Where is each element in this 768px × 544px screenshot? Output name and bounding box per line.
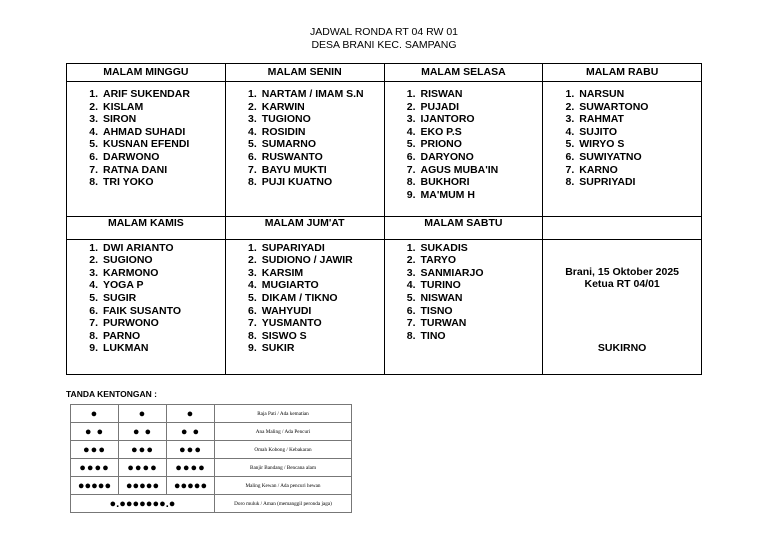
name-list-item [67,242,225,255]
name-list-item [385,88,543,101]
schedule-table [66,63,702,375]
member-name: ARIF SUKENDAR [103,87,190,100]
list-number: 4. [406,279,416,292]
list-number: 6. [406,150,416,163]
list-number: 1. [565,87,575,100]
member-name: MA'MUM H [420,188,475,201]
list-number: 6. [565,150,575,163]
name-list-item [226,330,384,343]
member-name: DARYONO [420,150,474,163]
list-number: 5. [89,291,98,304]
member-name: NARTAM / IMAM S.N [261,87,364,100]
signal-meaning: Doro muluk / Aman (memanggil peronda jaga) [215,495,352,513]
signal-pattern: ●●●● [71,459,119,477]
member-name: SUPARIYADI [261,241,325,254]
list-number: 5. [406,138,416,151]
list-number: 6. [406,304,416,317]
signal-meaning: Banjir Bandang / Bencana alam [215,459,352,477]
list-number: 2. [565,100,575,113]
list-number: 9. [89,342,98,355]
signal-pattern: ●●●● [119,459,167,477]
member-name: SUKIR [261,342,295,355]
list-number: 8. [565,176,575,189]
list-number: 1. [89,87,98,100]
name-list-item [226,113,384,126]
name-list-item [226,101,384,114]
member-name: IJANTORO [420,113,475,126]
name-list-item [67,330,225,343]
member-name: NARSUN [579,87,625,100]
signal-meaning: Ana Maling / Ada Pencuri [215,423,352,441]
list-number: 4. [247,125,257,138]
list-number: 6. [247,150,257,163]
member-name: SANMIARJO [420,266,484,279]
member-name: SUDIONO / JAWIR [261,254,353,267]
member-name: KARNO [579,163,618,176]
signal-pattern: ●●● [119,441,167,459]
list-number: 1. [406,241,416,254]
signal-pattern: ●●●●● [167,477,215,495]
name-list-item [385,242,543,255]
signature-role: Ketua RT 04/01 [584,278,660,291]
signature-name: SUKIRNO [597,341,647,354]
member-name: PURWONO [103,317,159,330]
list-number: 1. [89,241,98,254]
document-title: JADWAL RONDA RT 04 RW 01 [309,26,458,38]
name-list-item [67,317,225,330]
name-list-item [67,305,225,318]
list-number: 7. [89,163,98,176]
name-list-item [385,176,543,189]
name-list-item [385,317,543,330]
member-name: SISWO S [261,329,307,342]
member-name: RAHMAT [579,113,624,126]
signal-pattern: ● ● [71,423,119,441]
member-name: WIRYO S [579,138,625,151]
list-number: 4. [89,279,98,292]
member-name: AGUS MUBA'IN [420,163,499,176]
list-number: 4. [89,125,98,138]
list-number: 9. [247,342,257,355]
name-list-item [67,292,225,305]
name-list-item [385,189,543,202]
member-name: RUSWANTO [261,150,323,163]
list-number: 8. [247,329,257,342]
document-subtitle: DESA BRANI KEC. SAMPANG [311,39,457,51]
member-name: BUKHORI [420,176,470,189]
name-list-item [226,164,384,177]
name-list-item [385,164,543,177]
member-name: YUSMANTO [261,317,322,330]
name-list-item [543,164,701,177]
signal-pattern: ●●●●● [119,477,167,495]
member-name: NISWAN [420,291,463,304]
signature-block [543,239,702,374]
member-name: SUGIR [103,291,137,304]
name-list-item [385,305,543,318]
list-number: 3. [247,113,257,126]
name-list-item [543,138,701,151]
name-list-item [385,138,543,151]
signal-pattern: ●●●●● [71,477,119,495]
member-name: KARWIN [261,100,305,113]
signal-pattern: ● [71,405,119,423]
list-number: 7. [565,163,575,176]
kentongan-table [70,404,352,513]
day-header-rabu: MALAM RABU [543,64,702,82]
list-number: 4. [565,125,575,138]
name-list-item [543,113,701,126]
name-list-item [543,176,701,189]
list-number: 7. [406,163,416,176]
name-list-item [226,176,384,189]
name-list-item [226,126,384,139]
name-list-item [385,151,543,164]
name-list-item [67,151,225,164]
list-number: 6. [89,304,98,317]
list-number: 1. [406,87,416,100]
name-list-item [67,254,225,267]
member-name: RATNA DANI [103,163,168,176]
names-cell-minggu [67,81,226,216]
member-name: SUJITO [579,125,617,138]
name-list-item [543,88,701,101]
name-list-item [67,342,225,355]
member-name: PUJI KUATNO [261,176,333,189]
member-name: SUMARNO [261,138,316,151]
list-number: 3. [565,113,575,126]
list-number: 8. [247,176,257,189]
list-number: 6. [247,304,257,317]
list-number: 1. [247,87,257,100]
member-name: TURINO [420,279,461,292]
name-list-item [226,292,384,305]
signal-meaning: Maling Kewan / Ada pencuri hewan [215,477,352,495]
list-number: 2. [247,254,257,267]
member-name: TUGIONO [261,113,311,126]
member-name: SUWARTONO [579,100,649,113]
member-name: FAIK SUSANTO [103,304,181,317]
signal-pattern: ●●● [71,441,119,459]
member-name: SUPRIYADI [579,176,636,189]
list-number: 3. [89,266,98,279]
signal-meaning: Raja Pati / Ada kematian [215,405,352,423]
list-number: 7. [247,317,257,330]
member-name: TURWAN [420,317,467,330]
member-name: DIKAM / TIKNO [261,291,338,304]
member-name: SUKADIS [420,241,468,254]
list-number: 2. [406,100,416,113]
member-name: BAYU MUKTI [261,163,327,176]
day-header-sabtu: MALAM SABTU [384,217,543,239]
member-name: TISNO [420,304,453,317]
list-number: 8. [89,329,98,342]
signature-date: Brani, 15 Oktober 2025 [565,265,680,278]
member-name: DWI ARIANTO [103,241,174,254]
list-number: 5. [89,138,98,151]
member-name: KARMONO [103,266,159,279]
member-name: AHMAD SUHADI [103,125,186,138]
name-list-item [226,138,384,151]
signal-pattern: ● ● [119,423,167,441]
member-name: TARYO [420,254,457,267]
name-list-item [226,342,384,355]
name-list-item [226,305,384,318]
name-list-item [226,242,384,255]
member-name: PRIONO [420,138,462,151]
name-list-item [385,113,543,126]
kentongan-title: TANDA KENTONGAN : [66,389,157,399]
name-list-item [543,101,701,114]
names-cell-jumat [225,239,384,374]
name-list-item [385,292,543,305]
name-list-item [67,88,225,101]
signal-pattern: ● [119,405,167,423]
list-number: 7. [89,317,98,330]
list-number: 2. [406,254,416,267]
name-list-item [226,254,384,267]
list-number: 5. [247,138,257,151]
signal-pattern: ● ● [167,423,215,441]
day-header-jumat: MALAM JUM'AT [225,217,384,239]
member-name: DARWONO [103,150,160,163]
name-list-item [385,267,543,280]
names-cell-selasa [384,81,543,216]
name-list-item [67,101,225,114]
member-name: KISLAM [103,100,144,113]
member-name: TINO [420,329,446,342]
list-number: 3. [247,266,257,279]
names-cell-senin [225,81,384,216]
list-number: 3. [89,113,98,126]
name-list-item [67,113,225,126]
list-number: 7. [247,163,257,176]
name-list-item [543,126,701,139]
member-name: SIRON [103,113,137,126]
name-list-item [67,176,225,189]
member-name: SUWIYATNO [579,150,642,163]
signal-meaning: Omah Kobong / Kebakaran [215,441,352,459]
empty-header-cell [543,217,702,239]
list-number: 3. [406,113,416,126]
names-cell-sabtu [384,239,543,374]
list-number: 8. [406,329,416,342]
member-name: ROSIDIN [261,125,306,138]
day-header-senin: MALAM SENIN [225,64,384,82]
name-list-item [226,279,384,292]
name-list-item [385,126,543,139]
list-number: 3. [406,266,416,279]
member-name: KARSIM [261,266,304,279]
day-header-minggu: MALAM MINGGU [67,64,226,82]
list-number: 5. [406,291,416,304]
name-list-item [385,254,543,267]
list-number: 5. [247,291,257,304]
member-name: PARNO [103,329,141,342]
name-list-item [385,279,543,292]
names-cell-rabu [543,81,702,216]
name-list-item [67,267,225,280]
signal-pattern: ●.●●●●●●●.● [71,495,215,513]
list-number: 7. [406,317,416,330]
name-list-item [226,88,384,101]
member-name: KUSNAN EFENDI [103,138,190,151]
member-name: WAHYUDI [261,304,312,317]
member-name: MUGIARTO [261,279,319,292]
signal-pattern: ● [167,405,215,423]
list-number: 4. [247,279,257,292]
name-list-item [543,151,701,164]
list-number: 4. [406,125,416,138]
name-list-item [226,317,384,330]
signal-pattern: ●●●● [167,459,215,477]
day-header-selasa: MALAM SELASA [384,64,543,82]
member-name: PUJADI [420,100,460,113]
list-number: 6. [89,150,98,163]
name-list-item [67,279,225,292]
name-list-item [226,267,384,280]
member-name: TRI YOKO [103,176,154,189]
list-number: 9. [406,188,416,201]
list-number: 2. [89,100,98,113]
name-list-item [67,138,225,151]
name-list-item [226,151,384,164]
member-name: LUKMAN [103,342,149,355]
names-cell-kamis [67,239,226,374]
member-name: YOGA P [103,279,144,292]
list-number: 2. [89,254,98,267]
list-number: 8. [89,176,98,189]
name-list-item [385,101,543,114]
signal-pattern: ●●● [167,441,215,459]
name-list-item [385,330,543,343]
name-list-item [67,164,225,177]
day-header-kamis: MALAM KAMIS [67,217,226,239]
list-number: 2. [247,100,257,113]
list-number: 5. [565,138,575,151]
member-name: SUGIONO [103,254,153,267]
member-name: RISWAN [420,87,463,100]
member-name: EKO P.S [420,125,462,138]
name-list-item [67,126,225,139]
list-number: 1. [247,241,257,254]
list-number: 8. [406,176,416,189]
